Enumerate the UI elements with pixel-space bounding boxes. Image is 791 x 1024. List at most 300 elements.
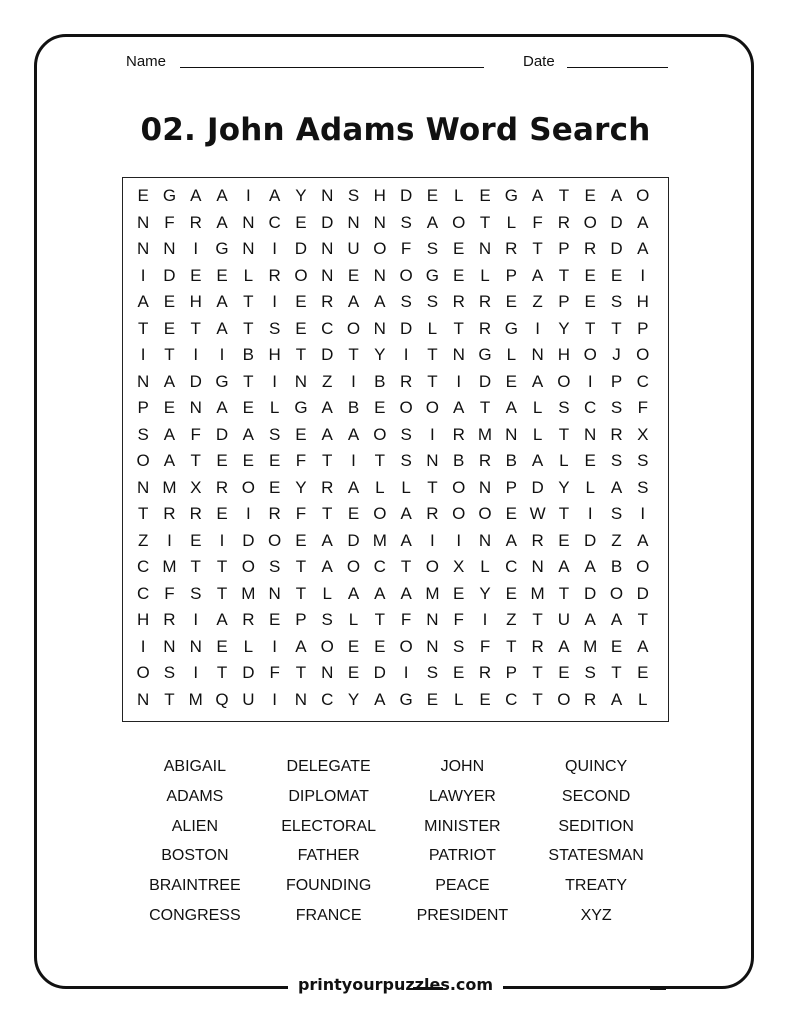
grid-letter: O xyxy=(609,583,624,603)
grid-letter: D xyxy=(321,345,334,364)
grid-letter: R xyxy=(163,610,176,629)
grid-letter: T xyxy=(611,318,622,338)
grid-letter: I xyxy=(272,371,277,391)
grid-letter: T xyxy=(479,398,491,417)
grid-letter: M xyxy=(583,636,598,656)
grid-letter: I xyxy=(193,663,199,682)
word-list-item: LAWYER xyxy=(428,787,496,805)
grid-letter: X xyxy=(453,557,465,576)
grid-letter: U xyxy=(557,610,571,629)
grid-letter: I xyxy=(456,530,462,550)
word-list-item: QUINCY xyxy=(565,758,628,775)
grid-letter: I xyxy=(245,504,251,523)
grid-letter: E xyxy=(453,265,465,285)
grid-letter: D xyxy=(399,318,413,338)
grid-letter: A xyxy=(637,239,649,258)
grid-letter: R xyxy=(242,610,255,629)
grid-letter: E xyxy=(347,636,360,656)
grid-letter: W xyxy=(529,504,546,523)
grid-letter: A xyxy=(216,186,228,205)
grid-letter: L xyxy=(638,689,648,709)
grid-letter: A xyxy=(610,186,623,205)
grid-letter: R xyxy=(189,504,202,523)
grid-letter: F xyxy=(164,583,175,603)
grid-letter: S xyxy=(163,663,176,682)
grid-letter: T xyxy=(322,504,333,523)
grid-letter: J xyxy=(612,345,621,364)
grid-letter: I xyxy=(140,636,146,656)
grid-letter: B xyxy=(453,451,465,470)
grid-letter: E xyxy=(295,292,307,311)
grid-letter: S xyxy=(400,212,412,232)
grid-letter: N xyxy=(189,398,202,417)
grid-letter: N xyxy=(478,477,492,497)
grid-letter: I xyxy=(351,371,356,391)
grid-letter: S xyxy=(347,186,360,205)
grid-letter: E xyxy=(137,186,149,205)
grid-letter: T xyxy=(558,583,570,603)
grid-letter: E xyxy=(190,530,202,550)
grid-letter: T xyxy=(506,636,517,656)
footer-line-right xyxy=(650,987,666,990)
grid-letter: P xyxy=(637,318,649,338)
grid-letter: G xyxy=(504,186,518,205)
grid-letter: L xyxy=(559,451,569,470)
grid-letter: E xyxy=(505,292,517,311)
grid-letter: O xyxy=(320,636,334,656)
grid-letter: A xyxy=(505,398,517,417)
grid-letter: S xyxy=(610,504,623,523)
grid-letter: F xyxy=(164,212,175,232)
grid-letter: E xyxy=(505,371,517,391)
grid-letter: P xyxy=(505,477,517,497)
grid-letter: N xyxy=(584,424,597,444)
grid-letter: A xyxy=(190,186,202,205)
grid-letter: T xyxy=(427,371,438,391)
grid-letter: D xyxy=(478,371,492,391)
word-list-item: XYZ xyxy=(580,906,612,924)
grid-letter: X xyxy=(190,477,202,497)
grid-letter: D xyxy=(636,583,649,603)
grid-letter: O xyxy=(346,557,361,576)
grid-letter: E xyxy=(453,583,465,603)
grid-letter: D xyxy=(242,663,255,682)
grid-letter: R xyxy=(610,424,623,444)
grid-letter: E xyxy=(558,663,570,682)
grid-letter: F xyxy=(637,398,648,417)
grid-letter: I xyxy=(193,610,199,629)
grid-letter: F xyxy=(295,451,307,470)
grid-letter: L xyxy=(375,477,385,497)
grid-letter: A xyxy=(216,398,228,417)
grid-letter: S xyxy=(610,292,623,311)
grid-letter: E xyxy=(374,636,386,656)
grid-letter: E xyxy=(268,477,281,497)
grid-letter: M xyxy=(425,583,440,603)
grid-letter: E xyxy=(190,265,202,285)
grid-letter: C xyxy=(137,557,150,576)
grid-letter: N xyxy=(321,186,334,205)
grid-letter: D xyxy=(531,477,544,497)
grid-letter: M xyxy=(162,477,177,497)
word-list-item: BOSTON xyxy=(161,847,229,865)
grid-letter: X xyxy=(637,424,649,444)
grid-letter: B xyxy=(505,451,517,470)
grid-letter: T xyxy=(295,557,307,576)
grid-letter: G xyxy=(215,239,229,258)
grid-letter: T xyxy=(216,557,228,576)
grid-letter: F xyxy=(269,663,280,682)
grid-letter: N xyxy=(163,636,176,656)
grid-letter: E xyxy=(347,504,360,523)
word-list-item: SEDITION xyxy=(558,817,634,835)
grid-letter: R xyxy=(268,265,281,285)
grid-letter: D xyxy=(294,239,308,258)
grid-letter: S xyxy=(268,424,281,444)
grid-letter: Y xyxy=(558,318,570,338)
grid-letter: O xyxy=(636,186,650,205)
word-list-item: ABIGAIL xyxy=(163,758,226,775)
grid-letter: Y xyxy=(295,186,307,205)
grid-letter: I xyxy=(640,504,646,523)
letter-grid xyxy=(130,183,656,713)
grid-letter: L xyxy=(453,689,464,709)
grid-letter: O xyxy=(636,345,650,364)
grid-letter: O xyxy=(636,557,650,576)
grid-letter: T xyxy=(348,345,359,364)
grid-letter: M xyxy=(241,583,256,603)
grid-letter: S xyxy=(190,583,202,603)
grid-letter: Y xyxy=(295,477,307,497)
grid-letter: N xyxy=(531,557,544,576)
grid-letter: L xyxy=(269,398,280,417)
grid-letter: S xyxy=(426,239,439,258)
grid-letter: C xyxy=(268,212,281,232)
grid-letter: Y xyxy=(479,583,491,603)
grid-letter: D xyxy=(321,212,334,232)
word-list-item: PRESIDENT xyxy=(416,906,509,924)
grid-letter: E xyxy=(295,318,307,338)
grid-letter: S xyxy=(453,636,465,656)
grid-letter: T xyxy=(532,610,543,629)
grid-letter: D xyxy=(347,530,360,550)
grid-letter: N xyxy=(163,239,176,258)
grid-letter: I xyxy=(351,451,356,470)
grid-letter: L xyxy=(506,345,517,364)
grid-letter: I xyxy=(587,371,593,391)
grid-letter: O xyxy=(346,318,361,338)
grid-letter: H xyxy=(137,610,150,629)
word-list-item: JOHN xyxy=(440,758,485,775)
grid-letter: Q xyxy=(215,689,229,709)
grid-letter: P xyxy=(558,239,570,258)
word-list-item: DELEGATE xyxy=(286,758,371,775)
grid-letter: N xyxy=(137,239,150,258)
grid-letter: S xyxy=(426,663,439,682)
grid-letter: F xyxy=(190,424,201,444)
grid-letter: S xyxy=(137,424,149,444)
name-label: Name xyxy=(126,53,167,70)
grid-letter: Y xyxy=(558,477,570,497)
grid-letter: N xyxy=(426,636,439,656)
grid-letter: I xyxy=(403,663,409,682)
footer xyxy=(0,975,791,995)
grid-letter: T xyxy=(164,689,175,709)
grid-letter: E xyxy=(426,689,439,709)
grid-letter: E xyxy=(505,504,517,523)
grid-letter: O xyxy=(452,212,466,232)
grid-letter: A xyxy=(374,583,386,603)
grid-letter: E xyxy=(347,663,360,682)
grid-letter: O xyxy=(425,398,440,417)
grid-letter: O xyxy=(373,504,387,523)
grid-letter: C xyxy=(505,689,518,709)
grid-letter: T xyxy=(295,583,307,603)
grid-letter: T xyxy=(374,451,386,470)
grid-letter: T xyxy=(427,477,438,497)
grid-letter: G xyxy=(162,186,177,205)
grid-letter: A xyxy=(610,689,623,709)
grid-letter: I xyxy=(272,239,277,258)
grid-letter: I xyxy=(640,265,646,285)
grid-letter: F xyxy=(532,212,543,232)
grid-letter: P xyxy=(137,398,149,417)
grid-letter: O xyxy=(136,663,150,682)
grid-letter: R xyxy=(478,451,492,470)
grid-letter: T xyxy=(637,610,648,629)
grid-letter: R xyxy=(584,239,597,258)
grid-letter: Y xyxy=(347,689,360,709)
grid-letter: D xyxy=(610,239,623,258)
grid-letter: A xyxy=(321,557,333,576)
grid-letter: I xyxy=(272,292,277,311)
grid-letter: Z xyxy=(506,610,517,629)
grid-letter: N xyxy=(294,689,308,709)
grid-letter: N xyxy=(321,265,334,285)
grid-letter: E xyxy=(479,689,491,709)
grid-letter: L xyxy=(453,186,464,205)
grid-letter: E xyxy=(242,398,254,417)
grid-letter: E xyxy=(216,504,228,523)
grid-letter: E xyxy=(453,239,465,258)
grid-letter: T xyxy=(216,583,228,603)
grid-letter: T xyxy=(322,451,333,470)
grid-letter: L xyxy=(243,636,254,656)
grid-letter: E xyxy=(163,318,176,338)
name-field-line[interactable] xyxy=(180,67,484,68)
grid-letter: D xyxy=(610,212,623,232)
grid-letter: F xyxy=(479,636,491,656)
grid-letter: I xyxy=(587,504,593,523)
grid-letter: A xyxy=(295,636,307,656)
grid-letter: A xyxy=(216,610,228,629)
footer-site: printyourpuzzles.com xyxy=(288,975,503,994)
grid-letter: R xyxy=(505,239,518,258)
grid-letter: T xyxy=(190,318,201,338)
grid-letter: P xyxy=(505,663,517,682)
grid-letter: E xyxy=(216,451,228,470)
grid-letter: R xyxy=(557,212,571,232)
grid-letter: S xyxy=(637,477,649,497)
grid-letter: T xyxy=(164,345,175,364)
grid-letter: T xyxy=(585,318,596,338)
grid-letter: S xyxy=(268,557,281,576)
word-list-item: BRAINTREE xyxy=(149,877,241,895)
grid-letter: T xyxy=(558,186,570,205)
grid-letter: S xyxy=(558,398,570,417)
grid-letter: N xyxy=(137,212,150,232)
grid-letter: R xyxy=(321,292,334,311)
grid-letter: E xyxy=(347,265,360,285)
grid-letter: A xyxy=(610,610,623,629)
grid-letter: N xyxy=(321,663,334,682)
word-list-item: FRANCE xyxy=(295,906,362,924)
grid-letter: A xyxy=(347,424,360,444)
word-list-item: MINISTER xyxy=(424,817,501,835)
grid-letter: I xyxy=(219,530,225,550)
grid-letter: R xyxy=(399,371,413,391)
grid-letter: A xyxy=(242,424,254,444)
word-list-item: STATESMAN xyxy=(548,847,644,865)
date-field-line[interactable] xyxy=(567,67,668,68)
grid-letter: A xyxy=(584,610,596,629)
grid-letter: I xyxy=(140,265,146,285)
grid-letter: A xyxy=(610,477,623,497)
grid-letter: F xyxy=(453,610,464,629)
grid-letter: O xyxy=(399,265,413,285)
word-list-item: PEACE xyxy=(435,877,490,895)
grid-letter: I xyxy=(403,345,409,364)
grid-letter: E xyxy=(584,292,596,311)
grid-letter: R xyxy=(268,504,281,523)
grid-letter: R xyxy=(478,292,492,311)
grid-letter: S xyxy=(637,451,649,470)
word-list-item: PATRIOT xyxy=(428,847,496,865)
word-list-item: TREATY xyxy=(565,877,628,895)
grid-letter: T xyxy=(532,239,543,258)
grid-letter: S xyxy=(610,451,623,470)
grid-letter: N xyxy=(189,636,202,656)
grid-letter: E xyxy=(584,186,596,205)
grid-letter: T xyxy=(243,371,254,391)
grid-letter: O xyxy=(373,424,387,444)
grid-letter: A xyxy=(347,477,360,497)
grid-letter: P xyxy=(505,265,517,285)
grid-letter: S xyxy=(426,292,439,311)
grid-letter: A xyxy=(637,530,649,550)
grid-letter: T xyxy=(400,557,412,576)
grid-letter: R xyxy=(452,424,465,444)
grid-letter: A xyxy=(321,530,333,550)
grid-letter: A xyxy=(268,186,281,205)
grid-letter: O xyxy=(136,451,150,470)
grid-letter: D xyxy=(242,530,255,550)
grid-letter: F xyxy=(400,610,412,629)
grid-letter: R xyxy=(584,689,597,709)
grid-letter: D xyxy=(163,265,176,285)
grid-letter: L xyxy=(585,477,595,497)
grid-letter: A xyxy=(321,424,333,444)
grid-letter: A xyxy=(637,212,649,232)
grid-letter: L xyxy=(401,477,411,497)
grid-letter: E xyxy=(479,186,491,205)
grid-letter: D xyxy=(584,530,597,550)
grid-letter: D xyxy=(189,371,202,391)
date-label: Date xyxy=(523,53,555,70)
grid-letter: O xyxy=(399,398,413,417)
grid-letter: Z xyxy=(137,530,149,550)
grid-letter: L xyxy=(480,265,490,285)
grid-letter: A xyxy=(531,265,544,285)
grid-letter: E xyxy=(295,212,307,232)
grid-letter: F xyxy=(400,239,412,258)
grid-letter: Z xyxy=(611,530,622,550)
grid-letter: A xyxy=(347,583,360,603)
grid-letter: E xyxy=(453,663,465,682)
grid-letter: S xyxy=(321,610,333,629)
grid-letter: A xyxy=(216,292,228,311)
grid-letter: L xyxy=(532,398,543,417)
grid-letter: L xyxy=(427,318,438,338)
grid-letter: O xyxy=(373,239,387,258)
grid-letter: T xyxy=(190,557,201,576)
grid-letter: A xyxy=(163,424,176,444)
grid-letter: I xyxy=(535,318,540,338)
grid-letter: R xyxy=(452,292,465,311)
grid-letter: O xyxy=(241,477,255,497)
grid-letter: S xyxy=(400,451,412,470)
grid-letter: I xyxy=(245,186,251,205)
grid-letter: T xyxy=(295,663,307,682)
word-list-item: FATHER xyxy=(297,847,360,865)
grid-letter: E xyxy=(584,451,596,470)
grid-letter: A xyxy=(400,583,412,603)
grid-letter: E xyxy=(637,663,649,682)
grid-letter: A xyxy=(531,371,544,391)
grid-letter: A xyxy=(426,212,439,232)
word-list-item: CONGRESS xyxy=(149,906,241,924)
grid-letter: I xyxy=(140,345,146,364)
grid-letter: N xyxy=(531,345,544,364)
grid-letter: A xyxy=(584,557,596,576)
grid-letter: N xyxy=(321,239,334,258)
grid-letter: A xyxy=(400,530,412,550)
grid-letter: I xyxy=(272,636,277,656)
grid-letter: N xyxy=(347,212,360,232)
grid-letter: D xyxy=(373,663,386,682)
grid-letter: N xyxy=(373,265,386,285)
grid-letter: C xyxy=(373,557,386,576)
grid-letter: C xyxy=(584,398,597,417)
grid-letter: M xyxy=(188,689,203,709)
grid-letter: A xyxy=(216,212,228,232)
grid-letter: E xyxy=(374,398,386,417)
grid-letter: E xyxy=(610,265,623,285)
grid-letter: E xyxy=(163,292,176,311)
grid-letter: R xyxy=(321,477,334,497)
grid-letter: A xyxy=(531,186,544,205)
grid-letter: L xyxy=(322,583,332,603)
grid-letter: N xyxy=(294,371,308,391)
grid-letter: T xyxy=(427,345,438,364)
grid-letter: E xyxy=(426,186,439,205)
grid-letter: O xyxy=(452,504,466,523)
grid-letter: E xyxy=(505,583,517,603)
grid-letter: B xyxy=(374,371,386,391)
grid-letter: A xyxy=(163,451,176,470)
word-list-item: DIPLOMAT xyxy=(288,787,369,805)
grid-letter: L xyxy=(243,265,254,285)
